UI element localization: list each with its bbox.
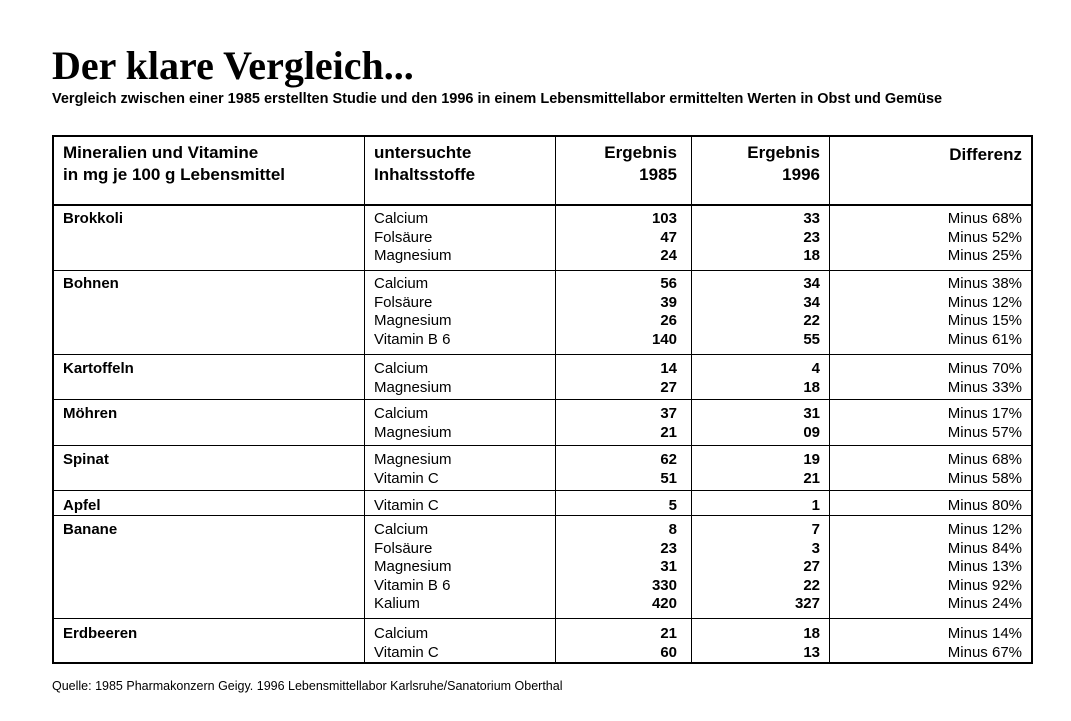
value-1996-cell <box>700 360 820 397</box>
value-1996-cell <box>700 451 820 488</box>
food-name: Apfel <box>63 497 101 514</box>
substance-cell <box>374 275 452 349</box>
value-1985: 103 <box>651 210 677 227</box>
row-separator <box>54 399 1031 400</box>
value-1985: 27 <box>660 378 677 396</box>
header-text: Differenz <box>949 145 1022 164</box>
value-1985-cell <box>557 210 677 266</box>
difference-cell <box>874 497 1022 516</box>
value-1996: 34 <box>803 275 820 292</box>
value-1996-cell <box>700 625 820 662</box>
header-text: 1996 <box>782 165 820 184</box>
value-1985: 23 <box>660 539 677 557</box>
value-1996: 19 <box>803 451 820 468</box>
difference-value: Minus 17% <box>947 405 1022 422</box>
value-1985-cell <box>557 497 677 516</box>
value-1996: 22 <box>803 312 820 329</box>
difference-value: Minus 12% <box>947 293 1022 311</box>
value-1996: 1 <box>811 497 820 514</box>
substance-value: Calcium <box>374 360 429 377</box>
substance-value: Magnesium <box>374 558 452 575</box>
substance-value: Vitamin C <box>374 469 439 487</box>
value-1996: 09 <box>803 423 820 441</box>
substance-value: Calcium <box>374 625 429 642</box>
difference-value: Minus 38% <box>947 275 1022 292</box>
substance-value: Kalium <box>374 595 420 612</box>
substance-value: Vitamin C <box>374 497 439 514</box>
value-1985: 60 <box>660 643 677 661</box>
value-1985: 56 <box>660 275 677 292</box>
difference-value: Minus 24% <box>947 595 1022 612</box>
header-text: untersuchte <box>374 143 472 162</box>
value-1996: 23 <box>803 228 820 246</box>
food-name: Banane <box>63 521 118 538</box>
difference-value: Minus 58% <box>947 469 1022 487</box>
value-1996-cell <box>700 275 820 349</box>
header-1996-column <box>700 142 820 186</box>
value-1985: 330 <box>651 576 677 594</box>
substance-value: Magnesium <box>374 451 452 468</box>
value-1985: 21 <box>660 625 677 642</box>
value-1985-cell <box>557 625 677 662</box>
value-1985: 140 <box>651 330 677 348</box>
header-text: Ergebnis <box>604 143 677 162</box>
difference-value: Minus 14% <box>947 625 1022 642</box>
value-1985: 37 <box>660 405 677 422</box>
food-name: Spinat <box>63 451 109 468</box>
value-1996: 3 <box>811 539 820 557</box>
page-title: Der klare Vergleich... <box>52 43 414 88</box>
value-1996: 31 <box>803 405 820 422</box>
row-separator <box>54 354 1031 355</box>
row-separator <box>54 618 1031 619</box>
difference-cell <box>874 360 1022 397</box>
difference-value: Minus 80% <box>947 497 1022 514</box>
value-1985: 8 <box>668 521 677 538</box>
value-1985: 31 <box>660 558 677 575</box>
row-separator <box>54 490 1031 491</box>
substance-value: Calcium <box>374 521 429 538</box>
substance-cell <box>374 451 452 488</box>
food-name: Möhren <box>63 405 118 422</box>
substance-cell <box>374 521 452 614</box>
value-1996: 7 <box>811 521 820 538</box>
value-1985-cell <box>557 405 677 442</box>
value-1996: 34 <box>803 293 820 311</box>
substance-value: Calcium <box>374 405 429 422</box>
difference-value: Minus 61% <box>947 330 1022 348</box>
difference-value: Minus 70% <box>947 360 1022 377</box>
difference-value: Minus 25% <box>947 247 1022 264</box>
food-name: Kartoffeln <box>63 360 134 377</box>
substance-cell <box>374 497 439 516</box>
difference-cell <box>874 451 1022 488</box>
value-1996: 55 <box>803 330 820 348</box>
value-1996: 327 <box>794 595 820 612</box>
value-1996: 18 <box>803 378 820 396</box>
substance-value: Folsäure <box>374 539 433 557</box>
substance-value: Vitamin B 6 <box>374 576 451 594</box>
substance-value: Calcium <box>374 275 429 292</box>
substance-cell <box>374 405 452 442</box>
header-food-column <box>63 142 285 186</box>
difference-cell <box>874 210 1022 266</box>
difference-value: Minus 84% <box>947 539 1022 557</box>
header-1985-column <box>557 142 677 186</box>
value-1985: 14 <box>660 360 677 377</box>
value-1985-cell <box>557 521 677 614</box>
value-1985: 420 <box>651 595 677 612</box>
substance-value: Magnesium <box>374 378 452 396</box>
difference-value: Minus 52% <box>947 228 1022 246</box>
comparison-table <box>52 135 1033 664</box>
row-separator <box>54 515 1031 516</box>
value-1996: 27 <box>803 558 820 575</box>
substance-value: Folsäure <box>374 293 433 311</box>
header-substance-column <box>374 142 475 186</box>
header-text: Mineralien und Vitamine <box>63 143 259 162</box>
value-1996: 21 <box>803 469 820 487</box>
value-1996-cell <box>700 521 820 614</box>
substance-value: Folsäure <box>374 228 433 246</box>
value-1985-cell <box>557 360 677 397</box>
value-1996-cell <box>700 405 820 442</box>
header-text: in mg je 100 g Lebensmittel <box>63 165 286 184</box>
value-1996: 13 <box>803 643 820 661</box>
value-1985-cell <box>557 275 677 349</box>
difference-cell <box>874 521 1022 614</box>
row-separator <box>54 445 1031 446</box>
difference-value: Minus 33% <box>947 378 1022 396</box>
value-1985-cell <box>557 451 677 488</box>
food-name: Bohnen <box>63 275 119 292</box>
food-name: Erdbeeren <box>63 625 138 642</box>
value-1985: 26 <box>660 312 677 329</box>
substance-cell <box>374 625 439 662</box>
header-text: 1985 <box>639 165 677 184</box>
substance-cell <box>374 360 452 397</box>
value-1985: 47 <box>660 228 677 246</box>
header-text: Inhaltsstoffe <box>374 165 476 184</box>
header-separator <box>54 204 1031 206</box>
value-1985: 21 <box>660 423 677 441</box>
header-text: Ergebnis <box>747 143 820 162</box>
value-1985: 24 <box>660 247 677 264</box>
page-subtitle: Vergleich zwischen einer 1985 erstellten Studie und den 1996 in einem Lebensmittellabor ermittelten Werten in Obst und Gemüse <box>52 91 943 107</box>
difference-cell <box>874 625 1022 662</box>
difference-cell <box>874 275 1022 349</box>
difference-value: Minus 67% <box>947 643 1022 661</box>
value-1996: 22 <box>803 576 820 594</box>
value-1996-cell <box>700 210 820 266</box>
difference-value: Minus 57% <box>947 423 1022 441</box>
difference-value: Minus 92% <box>947 576 1022 594</box>
substance-value: Magnesium <box>374 247 452 264</box>
value-1996-cell <box>700 497 820 516</box>
value-1996: 4 <box>811 360 820 377</box>
difference-value: Minus 13% <box>947 558 1022 575</box>
value-1985: 5 <box>668 497 677 514</box>
header-difference-column <box>874 144 1022 166</box>
substance-cell <box>374 210 452 266</box>
substance-value: Vitamin C <box>374 643 439 661</box>
value-1985: 62 <box>660 451 677 468</box>
value-1996: 33 <box>803 210 820 227</box>
difference-value: Minus 15% <box>947 312 1022 329</box>
substance-value: Vitamin B 6 <box>374 330 451 348</box>
substance-value: Magnesium <box>374 423 452 441</box>
source-note: Quelle: 1985 Pharmakonzern Geigy. 1996 Lebensmittellabor Karlsruhe/Sanatorium Oberthal <box>52 679 563 693</box>
difference-value: Minus 12% <box>947 521 1022 538</box>
difference-value: Minus 68% <box>947 210 1022 227</box>
value-1985: 39 <box>660 293 677 311</box>
difference-cell <box>874 405 1022 442</box>
food-name: Brokkoli <box>63 210 124 227</box>
value-1985: 51 <box>660 469 677 487</box>
difference-value: Minus 68% <box>947 451 1022 468</box>
row-separator <box>54 270 1031 271</box>
value-1996: 18 <box>803 247 820 264</box>
substance-value: Calcium <box>374 210 429 227</box>
substance-value: Magnesium <box>374 312 452 329</box>
value-1996: 18 <box>803 625 820 642</box>
